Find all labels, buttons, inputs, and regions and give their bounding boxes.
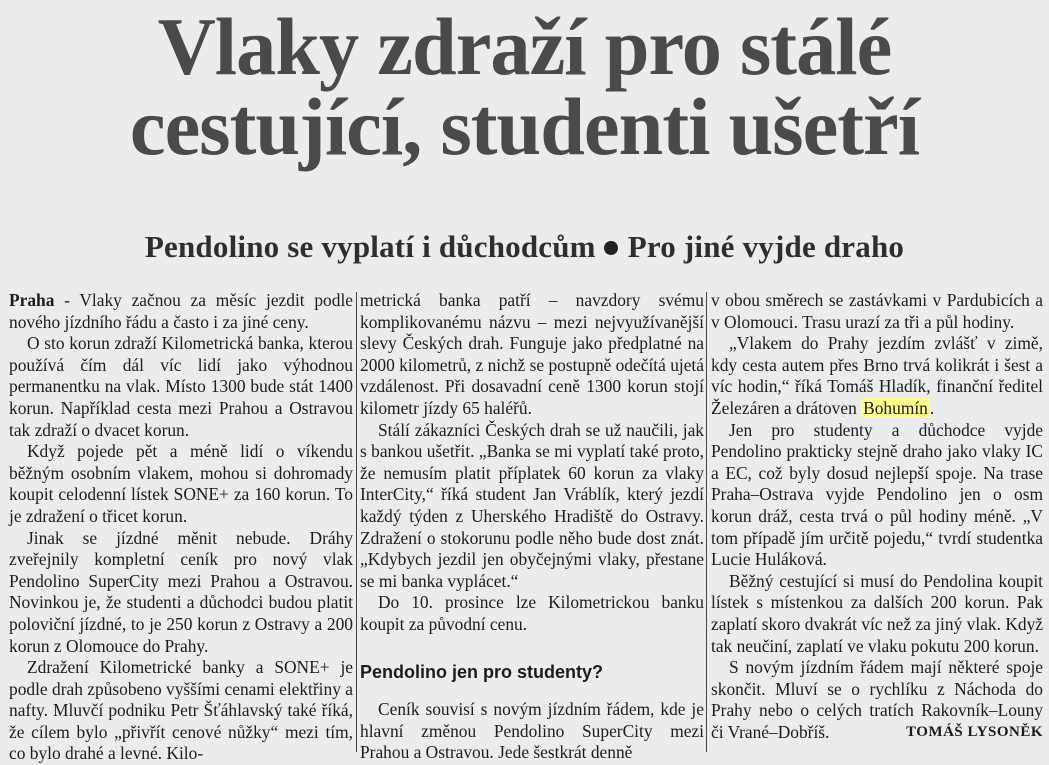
paragraph: metrická banka patří – navzdory svému komplikovanému názvu – mezi nejvyužívanější slevy Českých drah. Funguje jako předplatné na 2000 kilometrů, z nichž se postupně odečítá ujetá vzdálenost. Při dosavadní ceně 1300 korun stojí kilometr jízdy 65 haléřů. [360, 290, 704, 418]
crosshead: Pendolino jen pro studenty? [360, 661, 603, 682]
bullet-dot-icon [604, 241, 618, 255]
paragraph-text: - Vlaky začnou za měsíc jezdit podle nového jízdního řádu a často i za jiné ceny. [9, 290, 353, 332]
paragraph: Když pojede pět a méně lidí o víkendu běžným osobním vlakem, mohou si dohromady koupit celodenní lístek SONE+ za 160 korun. To je zdražení o třicet korun. [9, 441, 353, 526]
paragraph: S novým jízdním řádem mají některé spoje skončit. Mluví se o rychlíku z Náchoda do Prahy nebo o celých tratích Rakovník–Louny či Vrané–Dobříš. [711, 657, 1043, 742]
column-rule-2 [706, 292, 707, 752]
subheadline-part2: Pro jiné vyjde draho [627, 229, 905, 264]
dateline: Praha [9, 290, 55, 310]
paragraph: Jinak se jízdné měnit nebude. Dráhy zveřejnily kompletní ceník pro nový vlak Pendolino SuperCity mezi Prahou a Ostravou. Novinkou je, že studenti a důchodci budou platit poloviční jízdné, to je 250 korun z Ostravy a 200 korun z Olomouce do Prahy. [9, 527, 353, 656]
article-column-1 [9, 290, 353, 765]
headline-line2: cestující, studenti ušetří [129, 81, 920, 172]
paragraph [9, 290, 353, 333]
paragraph: Jen pro studenty a důchodce vyjde Pendolino prakticky stejně draho jako vlaky IC a EC, což byly dosud nejlepší spoje. Na trase Praha–Ostrava vyjde Pendolino jen o osm korun dráž, cesta trvá o půl hodiny méně. „V tom případě jím určitě pojedu,“ tvrdí studentka Lucie Huláková. [711, 419, 1043, 570]
paragraph [711, 333, 1043, 419]
paragraph: Ceník souvisí s novým jízdním řádem, kde je hlavní změnou Pendolino SuperCity mezi Prahou a Ostravou. Jede šestkrát denně [360, 699, 704, 763]
subheadline [0, 229, 1049, 265]
column-rule-1 [356, 292, 357, 752]
subheadline-part1: Pendolino se vyplatí i důchodcům [144, 229, 596, 264]
highlighted-word: Bohumín [863, 397, 928, 418]
paragraph: Do 10. prosince lze Kilometrickou banku koupit za původní cenu. [360, 592, 704, 634]
paragraph: O sto korun zdraží Kilometrická banka, kterou používá čím dál víc lidí jako výhodnou permanentku na vlak. Místo 1300 bude stát 1400 korun. Například cesta mezi Prahou a Ostravou tak zdraží o dvacet korun. [9, 333, 353, 440]
paragraph: v obou směrech se zastávkami v Pardubicích a v Olomouci. Trasu urazí za tři a půl hodiny. [711, 290, 1043, 332]
article-column-3 [711, 290, 1043, 744]
paragraph-text: . [929, 397, 935, 418]
headline [10, 1, 1038, 172]
paragraph: Běžný cestující si musí do Pendolina koupit lístek s místenkou za dalších 200 korun. Pak zaplatí skoro dvakrát víc než za jiný vlak. Když tak neučiní, zaplatí ve vlaku pokutu 200 korun. [711, 570, 1043, 656]
paragraph-text: „Vlakem do Prahy jezdím zvlášť v zimě, kdy cesta autem přes Brno trvá kolikrát i šest a víc hodin,“ říká Tomáš Hladík, finanční ředitel Železáren a drátoven [711, 333, 1043, 418]
paragraph: Stálí zákazníci Českých drah se už naučili, jak s bankou ušetřit. „Banka se mi vyplatí také proto, že nemusím platit příplatek 60 korun za vlaky InterCity,“ říká student Jan Vráblík, který jezdí každý týden z Uherského Hradiště do Ostravy. Zdražení o stokorunu podle něho bude dost znát. „Kdybych jezdil jen obyčejnými vlaky, přestane se mi banka vyplácet.“ [360, 419, 704, 591]
article-column-2 [360, 290, 704, 764]
author-byline: TOMÁŠ LYSONĚK [906, 724, 1043, 741]
paragraph: Zdražení Kilometrické banky a SONE+ je podle drah způsobeno vyššími cenami elektřiny a nafty. Mluvčí podniku Petr Šťáhlavský také říká, že cílem bylo „přivřít cenové nůžky“ mezi tím, co bylo drahé a levné. Kilo- [9, 657, 353, 764]
headline-line1: Vlaky zdraží pro stálé [157, 1, 892, 92]
